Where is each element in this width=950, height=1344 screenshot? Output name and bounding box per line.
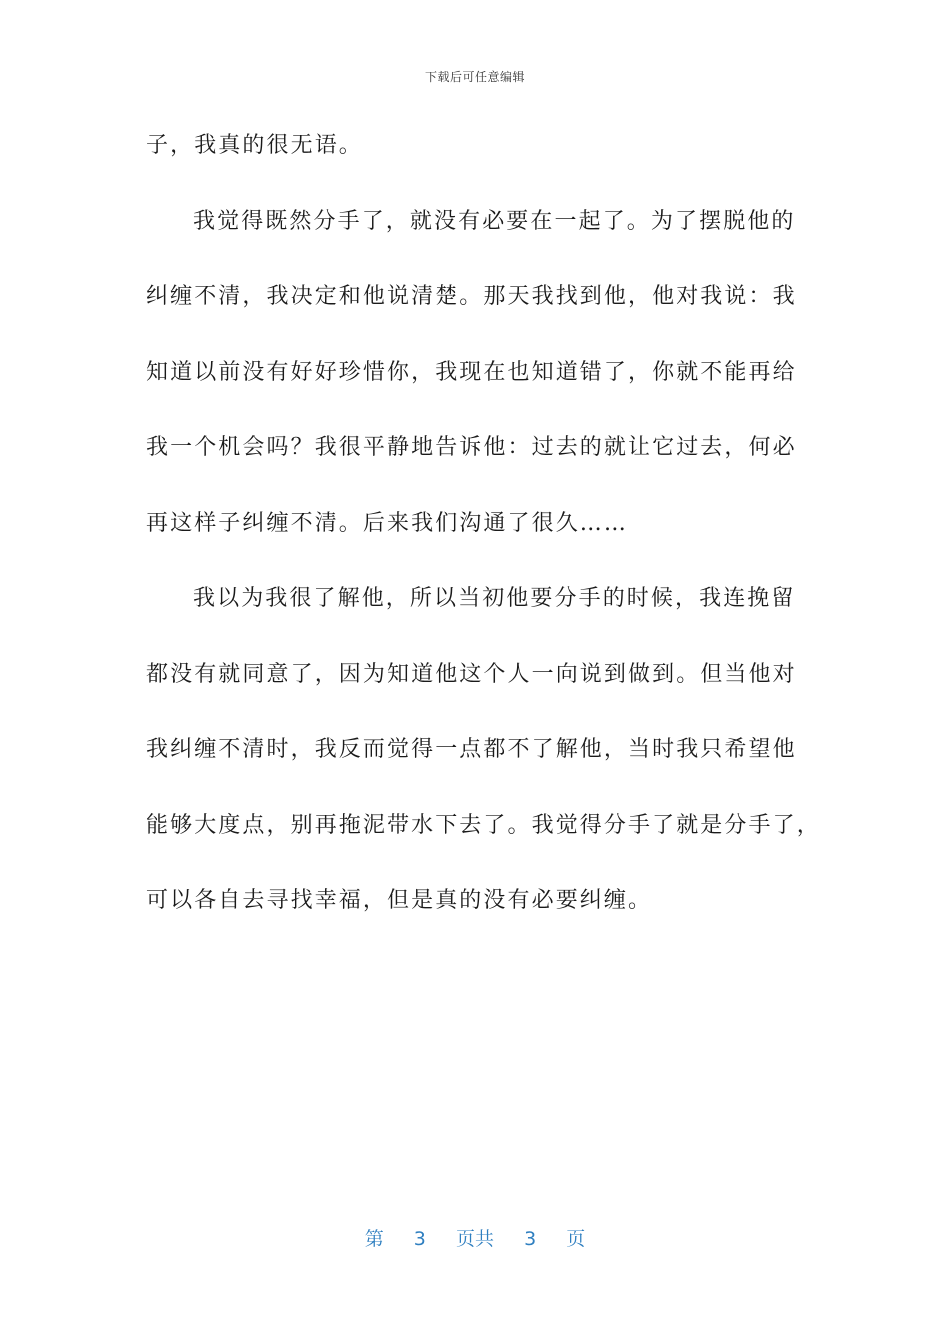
text-line-7: 我以为我很了解他，所以当初他要分手的时候，我连挽留: [193, 586, 796, 611]
text-line-10: 能够大度点，别再拖泥带水下去了。我觉得分手了就是分手了，: [146, 812, 821, 838]
text-line-11: 可以各自去寻找幸福，但是真的没有必要纠缠。: [146, 888, 653, 913]
text-line-1: 子，我真的很无语。: [146, 133, 363, 158]
page-label-mid: 页共: [455, 1228, 494, 1250]
text-line-5: 我一个机会吗？我很平静地告诉他：过去的就让它过去，何必: [146, 435, 797, 460]
page-footer: [0, 1224, 950, 1251]
text-line-3: 纠缠不清，我决定和他说清楚。那天我找到他，他对我说：我: [146, 284, 797, 309]
page-label-prefix: 第: [364, 1228, 384, 1250]
text-line-8: 都没有就同意了，因为知道他这个人一向说到做到。但当他对: [146, 661, 797, 687]
text-line-2: 我觉得既然分手了，就没有必要在一起了。为了摆脱他的: [193, 208, 796, 234]
text-line-6: 再这样子纠缠不清。后来我们沟通了很久……: [146, 510, 629, 536]
total-page-number: 3: [524, 1228, 537, 1250]
current-page-number: 3: [413, 1228, 426, 1250]
header-note: 下载后可任意编辑: [424, 70, 525, 84]
document-body: [146, 120, 821, 951]
text-line-9: 我纠缠不清时，我反而觉得一点都不了解他，当时我只希望他: [146, 737, 797, 762]
page-label-suffix: 页: [566, 1228, 586, 1250]
text-line-4: 知道以前没有好好珍惜你，我现在也知道错了，你就不能再给: [146, 359, 797, 385]
